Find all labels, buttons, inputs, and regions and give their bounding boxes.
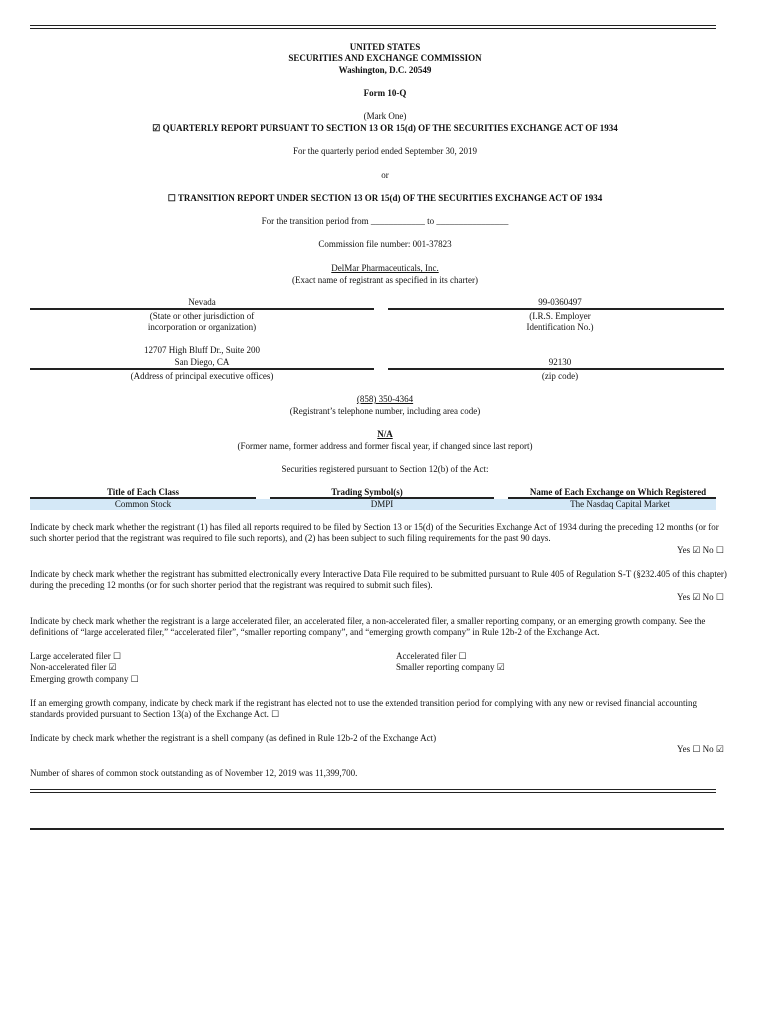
quarterly-period: For the quarterly period ended September 30, 2019 bbox=[293, 146, 477, 156]
header-line-1: UNITED STATES bbox=[349, 42, 421, 52]
or-text: or bbox=[381, 170, 389, 180]
state-caption-2: incorporation or organization) bbox=[147, 322, 257, 332]
state-value: Nevada bbox=[188, 297, 216, 307]
bottom-double-rule bbox=[30, 789, 716, 793]
registrant-caption: (Exact name of registrant as specified in its charter) bbox=[292, 275, 478, 285]
form-title: Form 10-Q bbox=[363, 88, 407, 98]
ein-caption-1: (I.R.S. Employer bbox=[529, 311, 591, 321]
question-interactive-data: Indicate by check mark whether the registrant has submitted electronically every Interactive Data File required to be submitted pursuant to Rule 405 of Regulation S-T (§232.405 of this chapter) during the preceding 12 months (or for such shorter period that the registrant was required to submit such files). bbox=[30, 569, 727, 590]
phone-caption: (Registrant’s telephone number, including area code) bbox=[289, 406, 481, 416]
accelerated-filer: Accelerated filer ☐ bbox=[396, 651, 467, 661]
header-line-2: SECURITIES AND EXCHANGE COMMISSION bbox=[288, 53, 482, 63]
transition-report-checkbox: ☐ TRANSITION REPORT UNDER SECTION 13 OR 15(d) OF THE SECURITIES EXCHANGE ACT OF 1934 bbox=[167, 193, 603, 203]
ein-rule bbox=[388, 308, 724, 310]
former-name-value: N/A bbox=[377, 429, 393, 439]
registrant-name: DelMar Pharmaceuticals, Inc. bbox=[331, 263, 439, 273]
zip-value: 92130 bbox=[548, 357, 572, 367]
question-filed-reports: Indicate by check mark whether the registrant (1) has filed all reports required to be filed by Section 13 or 15(d) of the Securities Exchange Act of 1934 during the preceding 12 months (or for such shorter period that the registrant was required to file such reports), and (2) has been subject to such filing requirements for the past 90 days. bbox=[30, 522, 719, 543]
transition-period: For the transition period from ____________ to ________________ bbox=[261, 216, 509, 226]
table-header-symbol: Trading Symbol(s) bbox=[331, 487, 403, 497]
question-filer-status: Indicate by check mark whether the registrant is a large accelerated filer, an accelerated filer, a non-accelerated filer, a smaller reporting company, or an emerging growth company. See the definitions of “large accelerated filer,” “accelerated filer”, “smaller reporting company”, and “emerging growth company” in Rule 12b-2 of the Exchange Act. bbox=[30, 616, 706, 637]
table-row bbox=[30, 499, 716, 510]
question-shell-company: Indicate by check mark whether the registrant is a shell company (as defined in Rule 12b-2 of the Exchange Act) bbox=[30, 733, 437, 743]
address-caption: (Address of principal executive offices) bbox=[130, 371, 274, 381]
shares-outstanding: Number of shares of common stock outstanding as of November 12, 2019 was 11,399,700. bbox=[30, 768, 358, 778]
table-header-exchange: Name of Each Exchange on Which Registered bbox=[529, 487, 707, 497]
top-double-rule bbox=[30, 25, 716, 29]
quarterly-report-checkbox: ☑ QUARTERLY REPORT PURSUANT TO SECTION 13 OR 15(d) OF THE SECURITIES EXCHANGE ACT OF 1934 bbox=[152, 123, 618, 133]
page-end-rule bbox=[30, 828, 724, 830]
table-header-class: Title of Each Class bbox=[106, 487, 180, 497]
state-caption-1: (State or other jurisdiction of bbox=[149, 311, 255, 321]
header-line-3: Washington, D.C. 20549 bbox=[338, 65, 432, 75]
phone-number: (858) 350-4364 bbox=[356, 394, 414, 404]
answer-interactive-data: Yes ☑ No ☐ bbox=[677, 592, 724, 602]
large-accelerated-filer: Large accelerated filer ☐ bbox=[30, 651, 122, 661]
ein-value: 99-0360497 bbox=[538, 297, 582, 307]
answer-filed-reports: Yes ☑ No ☐ bbox=[677, 545, 724, 555]
address-rule bbox=[30, 368, 374, 370]
zip-caption: (zip code) bbox=[541, 371, 579, 381]
ein-caption-2: Identification No.) bbox=[526, 322, 594, 332]
former-name-caption: (Former name, former address and former fiscal year, if changed since last report) bbox=[237, 441, 533, 451]
emerging-growth-company: Emerging growth company ☐ bbox=[30, 674, 139, 684]
mark-one: (Mark One) bbox=[363, 111, 407, 121]
cell-exchange: The Nasdaq Capital Market bbox=[570, 499, 670, 509]
answer-shell-company: Yes ☐ No ☑ bbox=[677, 744, 724, 754]
address-street: 12707 High Bluff Dr., Suite 200 bbox=[143, 345, 261, 355]
cell-class: Common Stock bbox=[114, 499, 172, 509]
cell-symbol: DMPI bbox=[370, 499, 394, 509]
smaller-reporting-company: Smaller reporting company ☑ bbox=[396, 662, 505, 672]
zip-rule bbox=[388, 368, 724, 370]
securities-intro: Securities registered pursuant to Section 12(b) of the Act: bbox=[281, 464, 489, 474]
non-accelerated-filer: Non-accelerated filer ☑ bbox=[30, 662, 117, 672]
commission-file-number: Commission file number: 001-37823 bbox=[318, 239, 452, 249]
address-city: San Diego, CA bbox=[174, 357, 230, 367]
state-rule bbox=[30, 308, 374, 310]
question-transition-election: If an emerging growth company, indicate by check mark if the registrant has elected not to use the extended transition period for complying with any new or revised financial accounting standards provided pursuant to Section 13(a) of the Exchange Act. ☐ bbox=[30, 698, 698, 719]
